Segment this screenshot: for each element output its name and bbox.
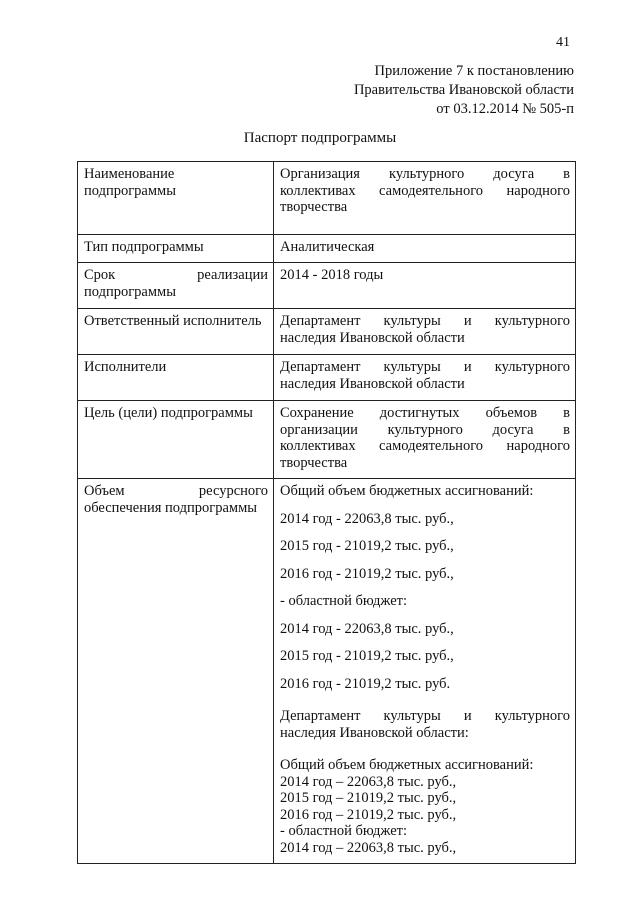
funding-line: 2016 год - 21019,2 тыс. руб. bbox=[280, 675, 451, 692]
funding-dept-regional-header: - областной бюджет: bbox=[280, 823, 408, 839]
table-row bbox=[78, 263, 576, 309]
funding-line: 2015 год - 21019,2 тыс. руб., bbox=[280, 648, 454, 664]
table-row bbox=[78, 162, 576, 235]
table-row bbox=[78, 401, 576, 479]
appendix-line: Правительства Ивановской области bbox=[353, 82, 574, 98]
funding-line: 2014 год – 22063,8 тыс. руб., bbox=[280, 839, 457, 856]
appendix-header bbox=[354, 62, 574, 119]
page-number: 41 bbox=[556, 35, 570, 50]
funding-line: 2015 год - 21019,2 тыс. руб., bbox=[280, 538, 454, 554]
funding-line: 2016 год - 21019,2 тыс. руб., bbox=[280, 565, 454, 582]
row-label: Объем ресурсного обеспечения подпрограммы bbox=[78, 479, 274, 864]
row-label: Ответственный исполнитель bbox=[78, 309, 274, 355]
table-row bbox=[78, 309, 576, 355]
row-value: Аналитическая bbox=[274, 235, 576, 263]
document-title: Паспорт подпрограммы bbox=[243, 130, 397, 146]
funding-line: 2016 год – 21019,2 тыс. руб., bbox=[280, 806, 457, 823]
row-value: Департамент культуры и культурного наследия Ивановской области bbox=[274, 309, 576, 355]
appendix-line: Приложение 7 к постановлению bbox=[374, 63, 574, 79]
appendix-line: от 03.12.2014 № 505-п bbox=[436, 101, 574, 117]
passport-table bbox=[77, 161, 576, 864]
row-label: Тип подпрограммы bbox=[78, 235, 274, 263]
row-label: Исполнители bbox=[78, 355, 274, 401]
table-row bbox=[78, 235, 576, 263]
table-row bbox=[78, 355, 576, 401]
table-row bbox=[78, 479, 576, 864]
funding-line: 2014 год - 22063,8 тыс. руб., bbox=[280, 510, 454, 527]
row-label: Цель (цели) подпрограммы bbox=[78, 401, 274, 479]
row-value: Организация культурного досуга в коллективах самодеятельного народного творчества bbox=[274, 162, 576, 235]
row-value: 2014 - 2018 годы bbox=[274, 263, 576, 309]
funding-total-header: Общий объем бюджетных ассигнований: bbox=[280, 483, 534, 499]
funding-regional-header: - областной бюджет: bbox=[280, 593, 408, 609]
funding-department: Департамент культуры и культурного наследия Ивановской области: bbox=[280, 708, 570, 741]
funding-line: 2015 год – 21019,2 тыс. руб., bbox=[280, 790, 457, 806]
row-label: Срок реализации подпрограммы bbox=[78, 263, 274, 309]
row-value: Департамент культуры и культурного наследия Ивановской области bbox=[274, 355, 576, 401]
funding-dept-total-header: Общий объем бюджетных ассигнований: bbox=[280, 757, 534, 773]
row-value: Сохранение достигнутых объемов в организации культурного досуга в коллективах самодеятельного народного творчества bbox=[274, 401, 576, 479]
funding-cell bbox=[274, 479, 576, 864]
row-label: Наименование подпрограммы bbox=[78, 162, 274, 235]
funding-line: 2014 год - 22063,8 тыс. руб., bbox=[280, 620, 454, 637]
funding-line: 2014 год – 22063,8 тыс. руб., bbox=[280, 773, 457, 790]
